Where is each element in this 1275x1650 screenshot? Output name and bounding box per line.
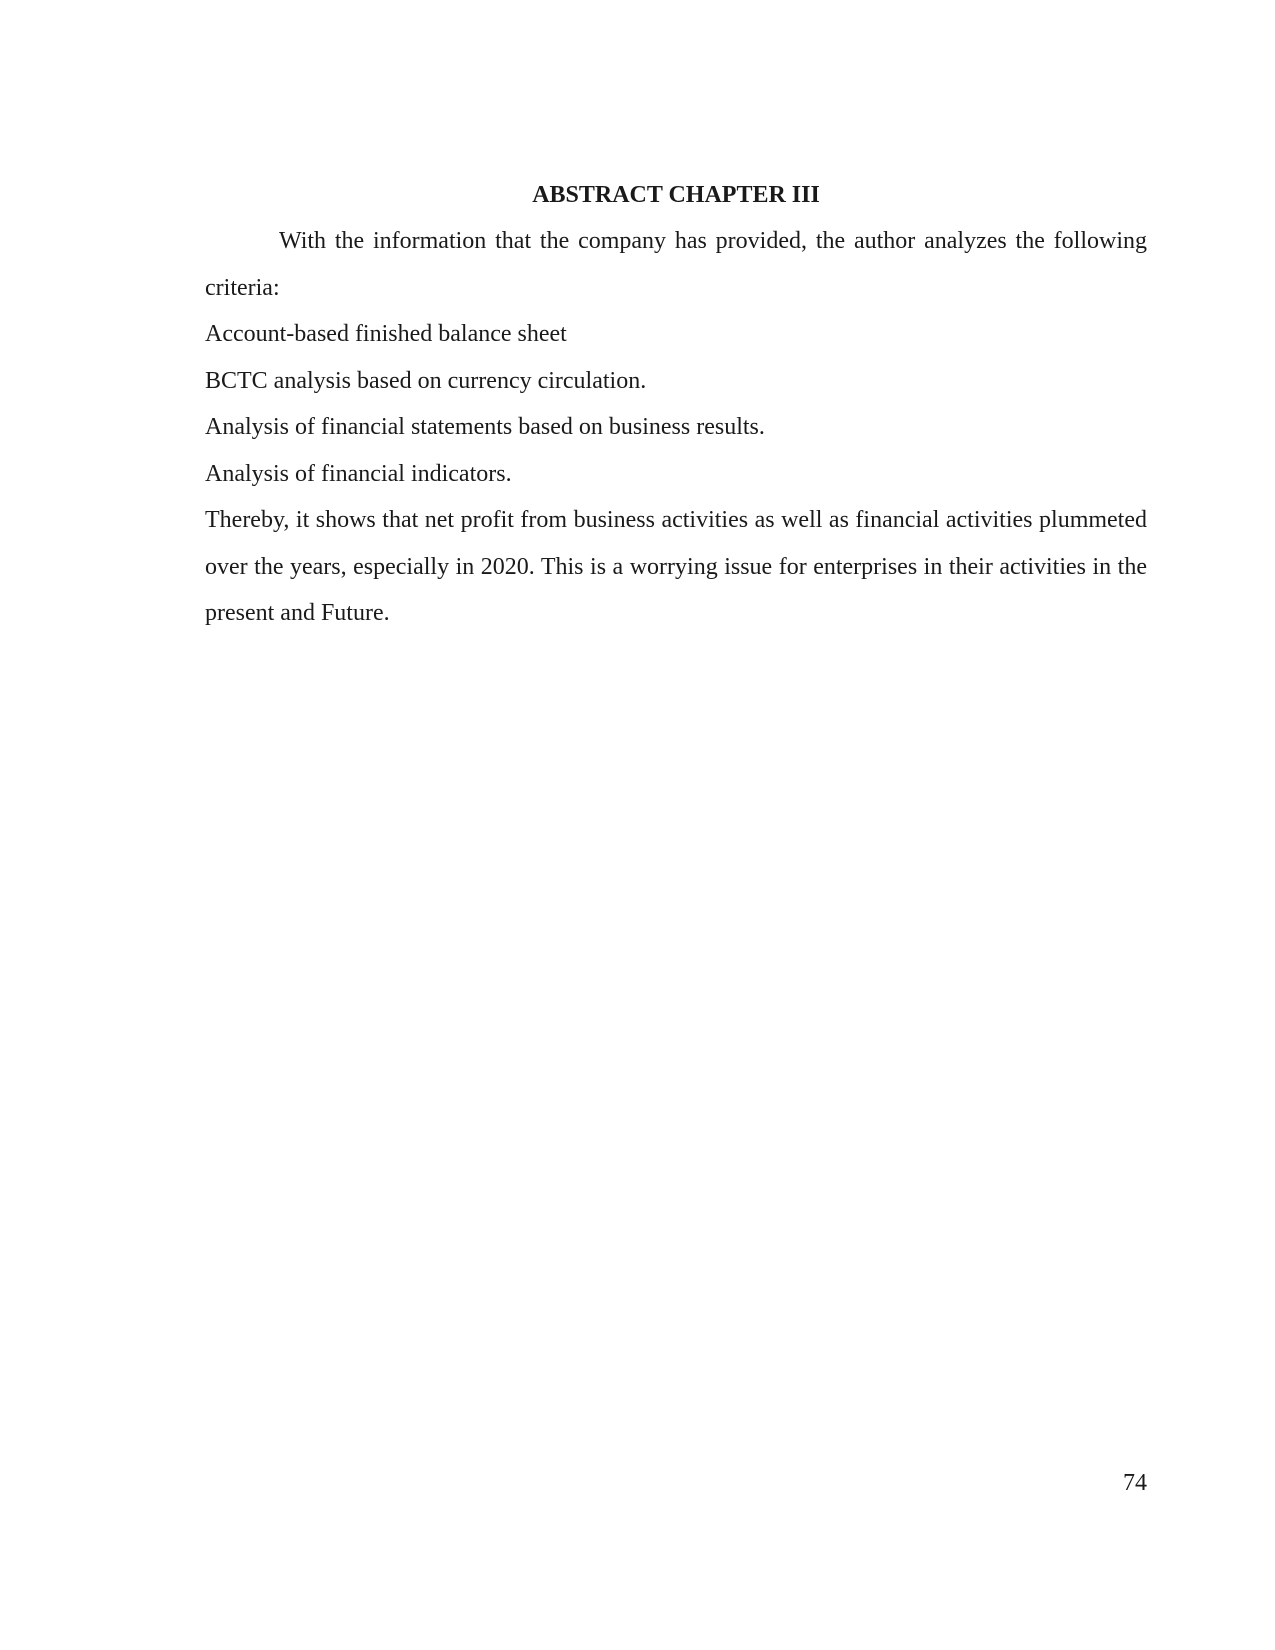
chapter-title: ABSTRACT CHAPTER III: [532, 182, 820, 208]
conclusion-paragraph: Thereby, it shows that net profit from business activities as well as financial activities plummeted over the years, especially in 2020. This is a worrying issue for enterprises in their activities in the present and Future.: [205, 507, 1147, 626]
criteria-item-4: Analysis of financial indicators.: [205, 460, 512, 487]
intro-paragraph: With the information that the company has provided, the author analyzes the following criteria:: [205, 228, 1147, 301]
page-content: [205, 172, 1147, 637]
criteria-item-2: BCTC analysis based on currency circulation.: [205, 367, 647, 394]
criteria-item-1: Account-based finished balance sheet: [205, 321, 567, 347]
page-number: 74: [1123, 1470, 1147, 1496]
criteria-item-3: Analysis of financial statements based on business results.: [205, 414, 765, 440]
